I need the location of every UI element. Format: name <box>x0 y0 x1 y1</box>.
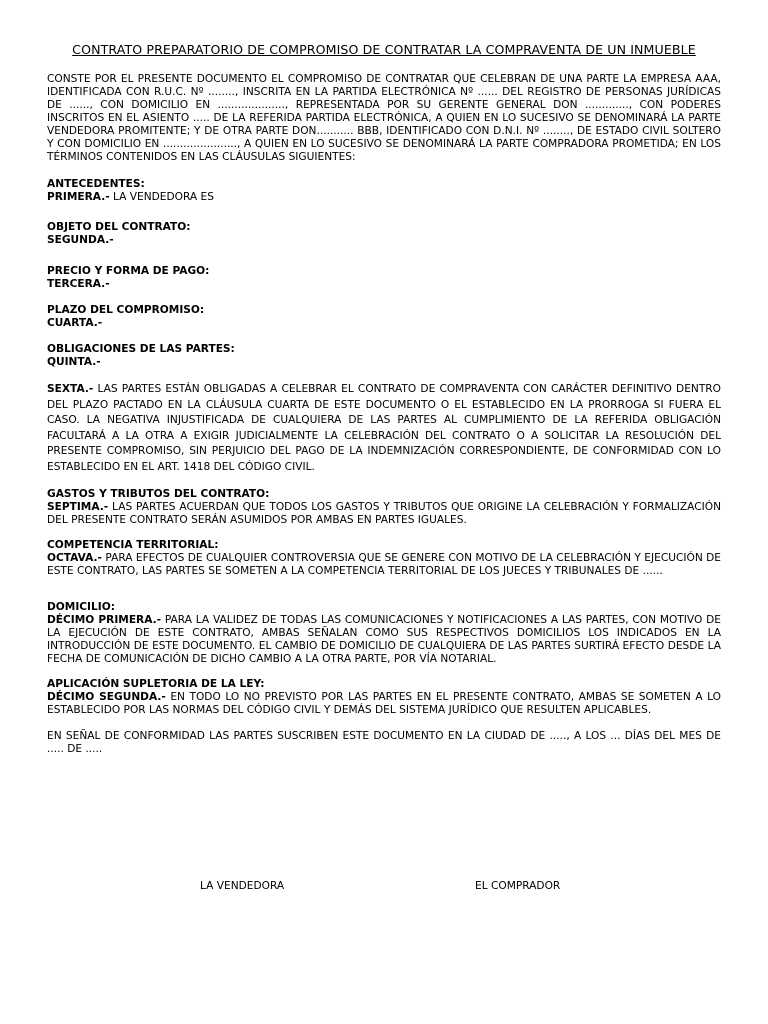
clause-text: PARA LA VALIDEZ DE TODAS LAS COMUNICACIONES Y NOTIFICACIONES A LAS PARTES, CON MOTIVO DE LA EJECUCIÓN DE ESTE CONTRATO, AMBAS SEÑALAN COMO SUS RESPECTIVOS DOMICILIOS LOS INDICADOS EN LA INTRODUCCIÓN DE ESTE DOCUMENTO. EL CAMBIO DE DOMICILIO DE CUALQUIERA DE LAS PARTES SURTIRÁ EFECTO DESDE LA FECHA DE COMUNICACIÓN DE DICHO CAMBIO A LA OTRA PARTE, POR VÍA NOTARIAL. <box>47 614 721 665</box>
clause-label: QUINTA.- <box>47 356 101 368</box>
clause-text: LA VENDEDORA ES <box>109 191 214 203</box>
section-obligaciones <box>47 343 721 369</box>
section-heading: ANTECEDENTES: <box>47 178 145 190</box>
clause-label: DÉCIMO PRIMERA.- <box>47 614 162 626</box>
clause-label: DÉCIMO SEGUNDA.- <box>47 691 166 703</box>
buyer-signature-label: EL COMPRADOR <box>475 880 561 892</box>
clause-decimo-segunda <box>47 691 721 717</box>
clause-label: TERCERA.- <box>47 278 110 290</box>
section-plazo <box>47 304 721 330</box>
seller-signature-label: LA VENDEDORA <box>200 880 285 892</box>
clause-label: SEGUNDA.- <box>47 234 114 246</box>
clause-octava <box>47 552 721 578</box>
document-title: CONTRATO PREPARATORIO DE COMPROMISO DE CONTRATAR LA COMPRAVENTA DE UN INMUEBLE <box>72 42 696 57</box>
contract-document <box>47 42 721 756</box>
section-heading: COMPETENCIA TERRITORIAL: <box>47 539 219 551</box>
closing-paragraph: EN SEÑAL DE CONFORMIDAD LAS PARTES SUSCRIBEN ESTE DOCUMENTO EN LA CIUDAD DE ....., A LOS ... DÍAS DEL MES DE ..... DE ..... <box>47 730 721 755</box>
clause-primera <box>47 191 721 204</box>
clause-text: EN TODO LO NO PREVISTO POR LAS PARTES EN EL PRESENTE CONTRATO, AMBAS SE SOMETEN A LO ESTABLECIDO POR LAS NORMAS DEL CÓDIGO CIVIL Y DEMÁS DEL SISTEMA JURÍDICO QUE RESULTEN APLICABLES. <box>47 691 721 716</box>
clause-label: PRIMERA.- <box>47 191 110 203</box>
section-gastos <box>47 488 721 527</box>
clause-label: SEPTIMA.- <box>47 501 109 513</box>
section-aplicacion <box>47 678 721 717</box>
clause-label: CUARTA.- <box>47 317 103 329</box>
intro-paragraph: CONSTE POR EL PRESENTE DOCUMENTO EL COMPROMISO DE CONTRATAR QUE CELEBRAN DE UNA PARTE LA EMPRESA AAA, IDENTIFICADA CON R.U.C. Nº ........, INSCRITA EN LA PARTIDA ELECTRÓNICA Nº ...... DEL REGISTRO DE PERSONAS JURÍDICAS DE ......, CON DOMICILIO EN ...................., REPRESENTADA POR SU GERENTE GENERAL DON ............., CON PODERES INSCRITOS EN EL ASIENTO ..... DE LA REFERIDA PARTIDA ELECTRÓNICA, A QUIEN EN LO SUCESIVO SE DENOMINARÁ LA PARTE VENDEDORA PROMITENTE; Y DE OTRA PARTE DON........... BBB, IDENTIFICADO CON D.N.I. Nº ........, DE ESTADO CIVIL SOLTERO Y CON DOMICILIO EN ......................, A QUIEN EN LO SUCESIVO SE DENOMINARÁ LA PARTE COMPRADORA PROMETIDA; EN LOS TÉRMINOS CONTENIDOS EN LAS CLÁUSULAS SIGUIENTES: <box>47 73 721 163</box>
section-precio <box>47 265 721 291</box>
clause-label: SEXTA.- <box>47 383 94 395</box>
section-objeto <box>47 221 721 247</box>
clause-text: PARA EFECTOS DE CUALQUIER CONTROVERSIA QUE SE GENERE CON MOTIVO DE LA CELEBRACIÓN Y EJECUCIÓN DE ESTE CONTRATO, LAS PARTES SE SOMETEN A LA COMPETENCIA TERRITORIAL DE LOS JUECES Y TRIBUNALES DE ...... <box>47 552 721 577</box>
clause-text: LAS PARTES ACUERDAN QUE TODOS LOS GASTOS Y TRIBUTOS QUE ORIGINE LA CELEBRACIÓN Y FORMALIZACIÓN DEL PRESENTE CONTRATO SERÁN ASUMIDOS POR AMBAS EN PARTES IGUALES. <box>47 501 721 526</box>
clause-decimo-primera <box>47 614 721 666</box>
section-heading: PLAZO DEL COMPROMISO: <box>47 304 205 316</box>
section-heading: OBJETO DEL CONTRATO: <box>47 221 191 233</box>
section-antecedentes <box>47 178 721 204</box>
clause-text: LAS PARTES ESTÁN OBLIGADAS A CELEBRAR EL CONTRATO DE COMPRAVENTA CON CARÁCTER DEFINITIVO DENTRO DEL PLAZO PACTADO EN LA CLÁUSULA CUARTA DE ESTE DOCUMENTO O EL ESTABLECIDO EN LA PRORROGA SI FUERA EL CASO. LA NEGATIVA INJUSTIFICADA DE CUALQUIERA DE LAS PARTES AL CUMPLIMIENTO DE LA REFERIDA OBLIGACIÓN FACULTARÁ A LA OTRA A EXIGIR JUDICIALMENTE LA CELEBRACIÓN DEL CONTRATO O A SOLICITAR LA RESOLUCIÓN DEL PRESENTE COMPROMISO, SIN PERJUICIO DEL PAGO DE LA INDEMNIZACIÓN CORRESPONDIENTE, DE CONFORMIDAD CON LO ESTABLECIDO EN EL ART. 1418 DEL CÓDIGO CIVIL. <box>47 383 721 473</box>
section-heading: OBLIGACIONES DE LAS PARTES: <box>47 343 235 355</box>
section-competencia <box>47 539 721 578</box>
section-heading: PRECIO Y FORMA DE PAGO: <box>47 265 210 277</box>
section-heading: DOMICILIO: <box>47 601 115 613</box>
clause-sexta <box>47 382 721 475</box>
clause-label: OCTAVA.- <box>47 552 102 564</box>
section-domicilio <box>47 601 721 666</box>
clause-septima <box>47 501 721 527</box>
section-heading: APLICACIÓN SUPLETORIA DE LA LEY: <box>47 678 265 690</box>
section-heading: GASTOS Y TRIBUTOS DEL CONTRATO: <box>47 488 270 500</box>
